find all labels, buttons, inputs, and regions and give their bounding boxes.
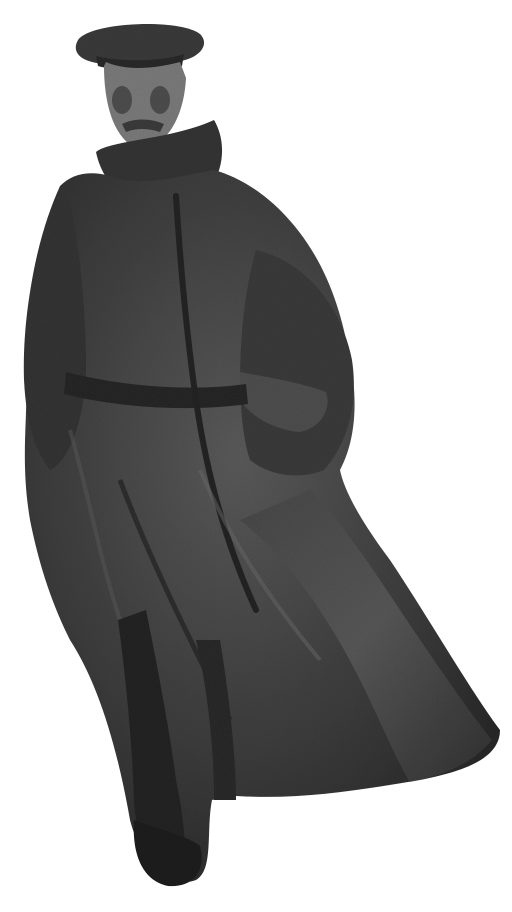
face-shadow-left bbox=[112, 86, 132, 114]
face-shadow-right bbox=[150, 86, 170, 114]
cap bbox=[76, 24, 204, 64]
right-sleeve bbox=[240, 250, 354, 475]
